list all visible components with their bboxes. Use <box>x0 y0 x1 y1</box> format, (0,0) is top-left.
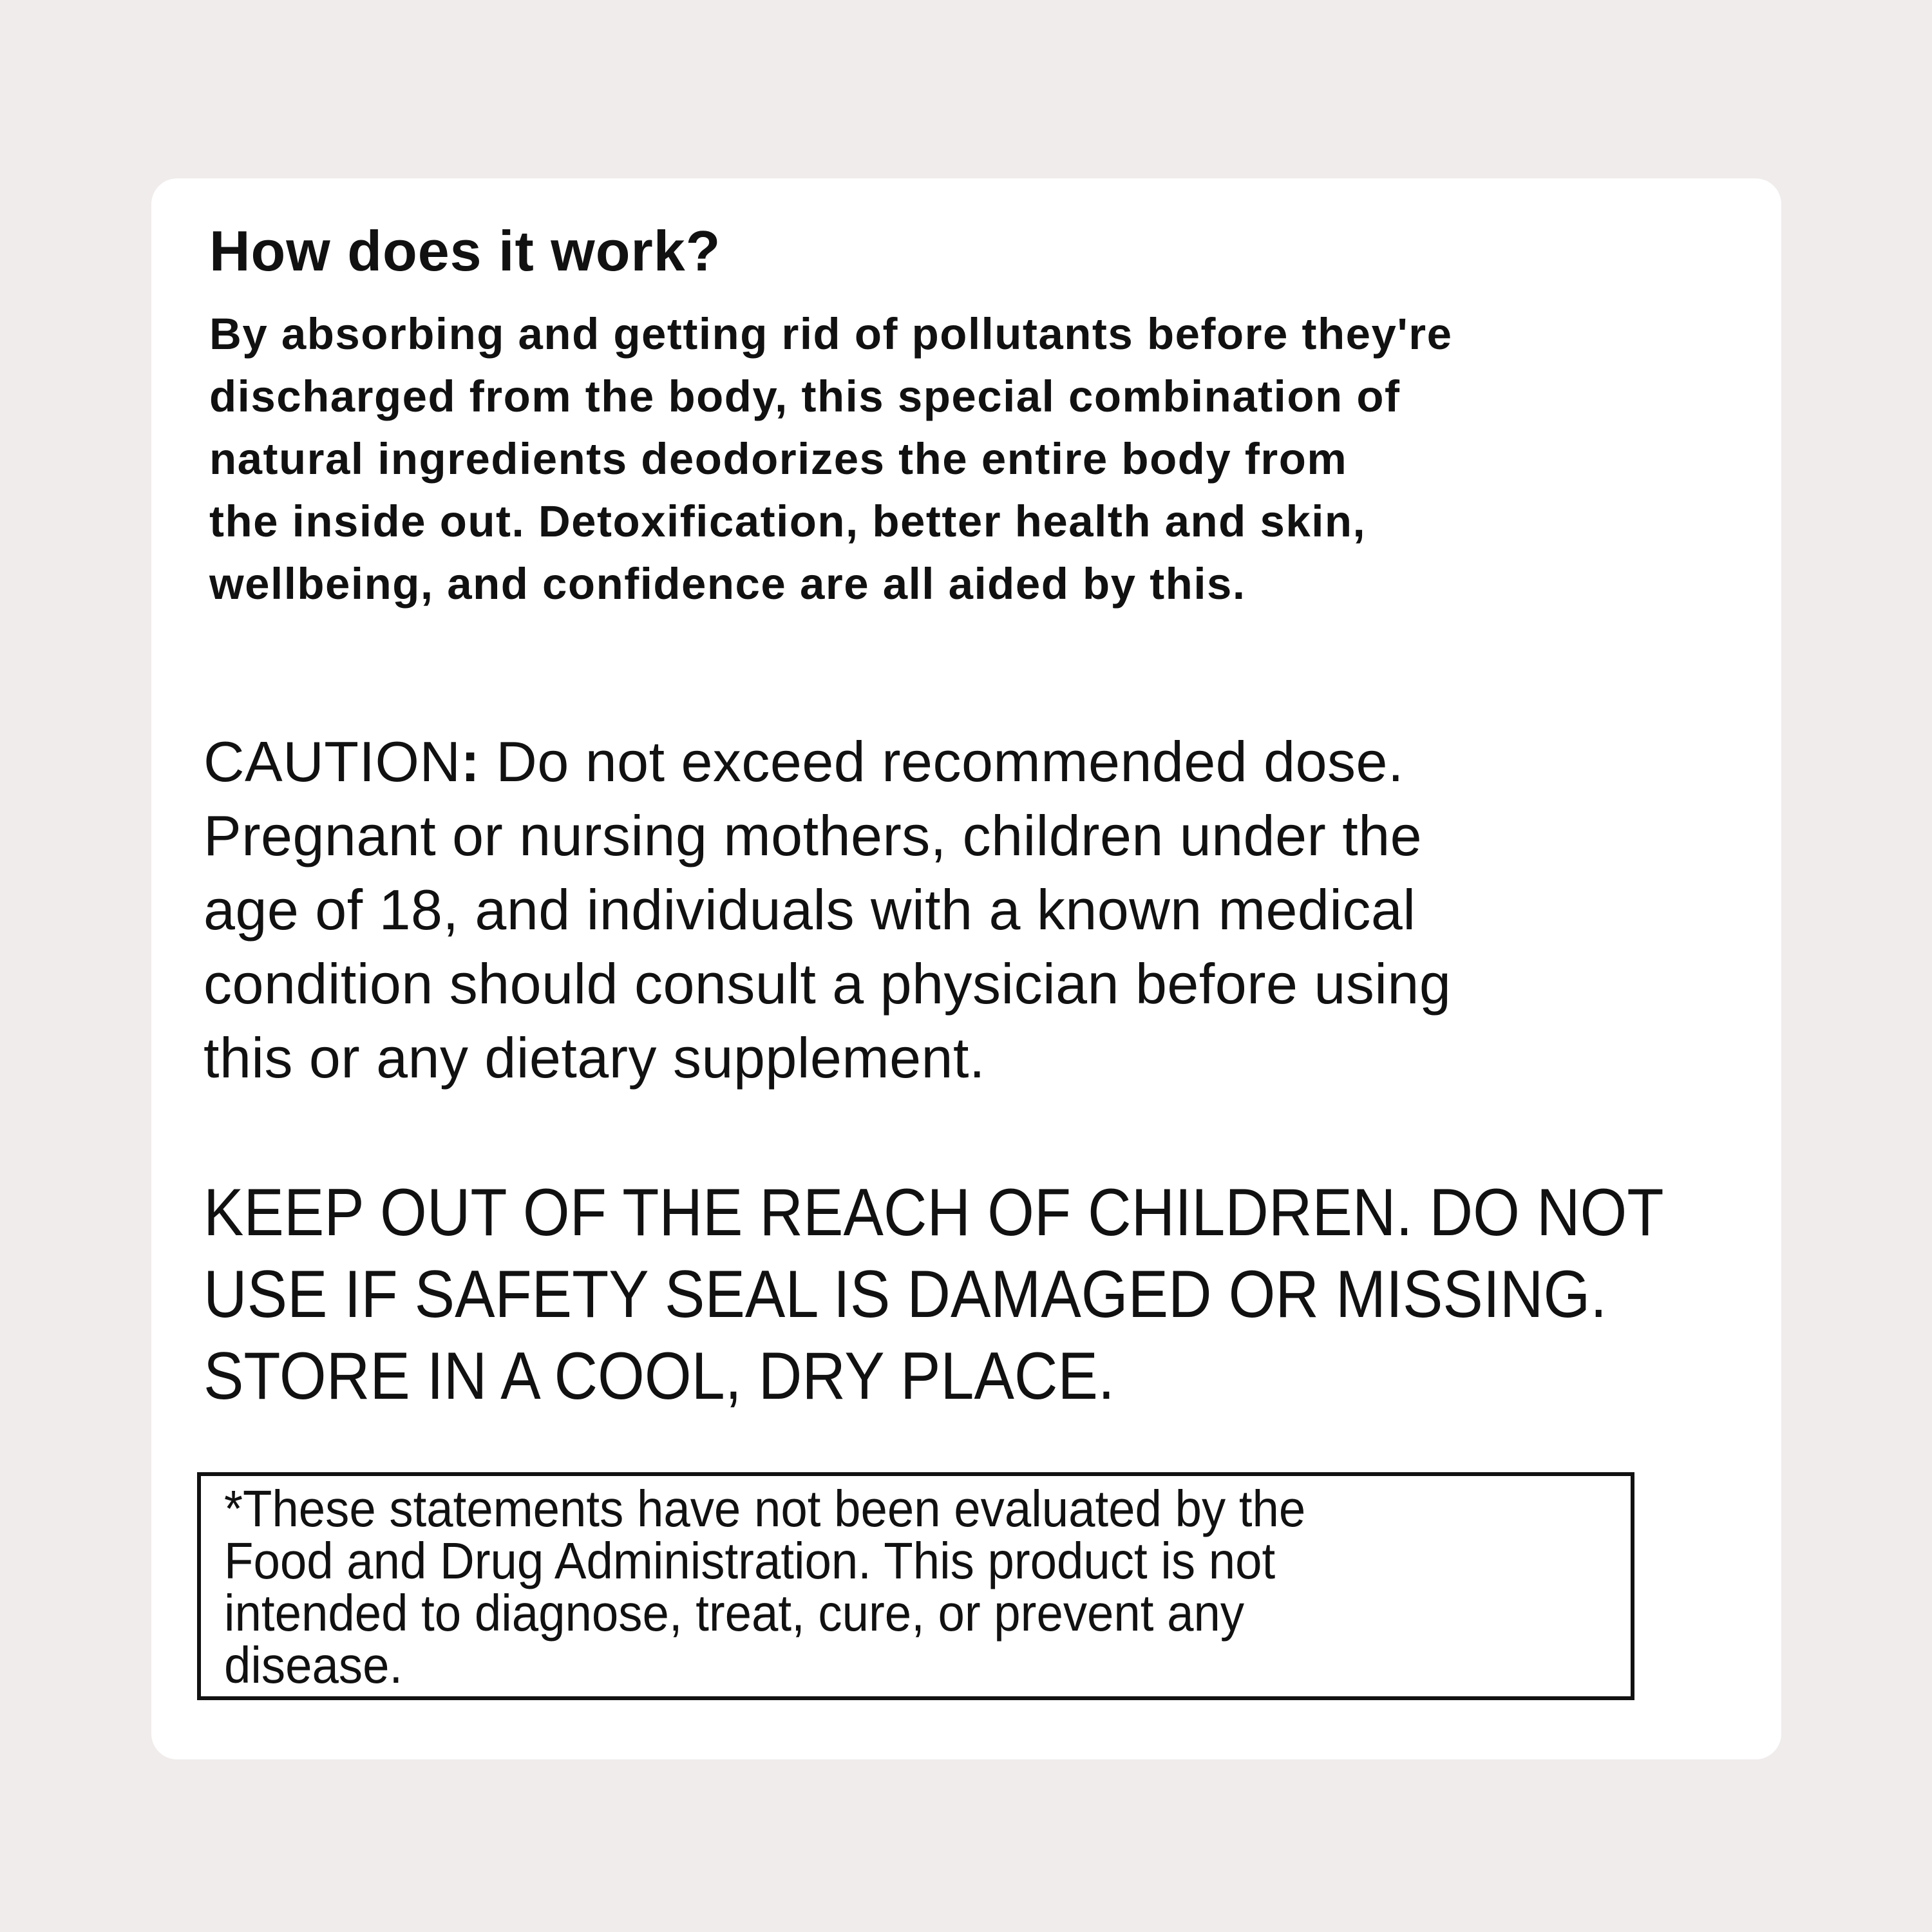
fda-disclaimer-text <box>224 1480 1306 1694</box>
description-line: the inside out. Detoxification, better health and skin, <box>209 497 1367 546</box>
caution-colon: : <box>460 730 480 793</box>
warning-line: KEEP OUT OF THE REACH OF CHILDREN. DO NOT <box>204 1175 1664 1250</box>
disclaimer-line: intended to diagnose, treat, cure, or prevent any <box>224 1584 1245 1642</box>
description-paragraph <box>209 303 1787 615</box>
caution-line: Pregnant or nursing mothers, children under the <box>204 804 1423 867</box>
caution-text: Do not exceed recommended dose. <box>480 730 1404 793</box>
caution-paragraph <box>204 724 1451 1095</box>
section-heading: How does it work? <box>209 219 721 283</box>
caution-line: condition should consult a physician before using <box>204 952 1452 1016</box>
disclaimer-line: *These statements have not been evaluated by the <box>224 1480 1306 1537</box>
disclaimer-line: disease. <box>224 1636 403 1694</box>
caution-label: CAUTION <box>204 730 461 793</box>
caution-line <box>204 724 1451 799</box>
caution-line: this or any dietary supplement. <box>204 1026 985 1090</box>
warning-line: STORE IN A COOL, DRY PLACE. <box>204 1339 1115 1414</box>
caution-line: age of 18, and individuals with a known medical <box>204 878 1416 942</box>
warning-line: USE IF SAFETY SEAL IS DAMAGED OR MISSING. <box>204 1257 1607 1332</box>
description-line: discharged from the body, this special combination of <box>209 372 1401 421</box>
description-line: wellbeing, and confidence are all aided by this. <box>209 559 1246 609</box>
warning-paragraph <box>204 1172 1664 1417</box>
fda-disclaimer-box <box>197 1472 1634 1700</box>
disclaimer-line: Food and Drug Administration. This product is not <box>224 1532 1276 1589</box>
description-line: natural ingredients deodorizes the entire body from <box>209 434 1348 484</box>
description-line: By absorbing and getting rid of pollutants before they're <box>209 309 1453 359</box>
